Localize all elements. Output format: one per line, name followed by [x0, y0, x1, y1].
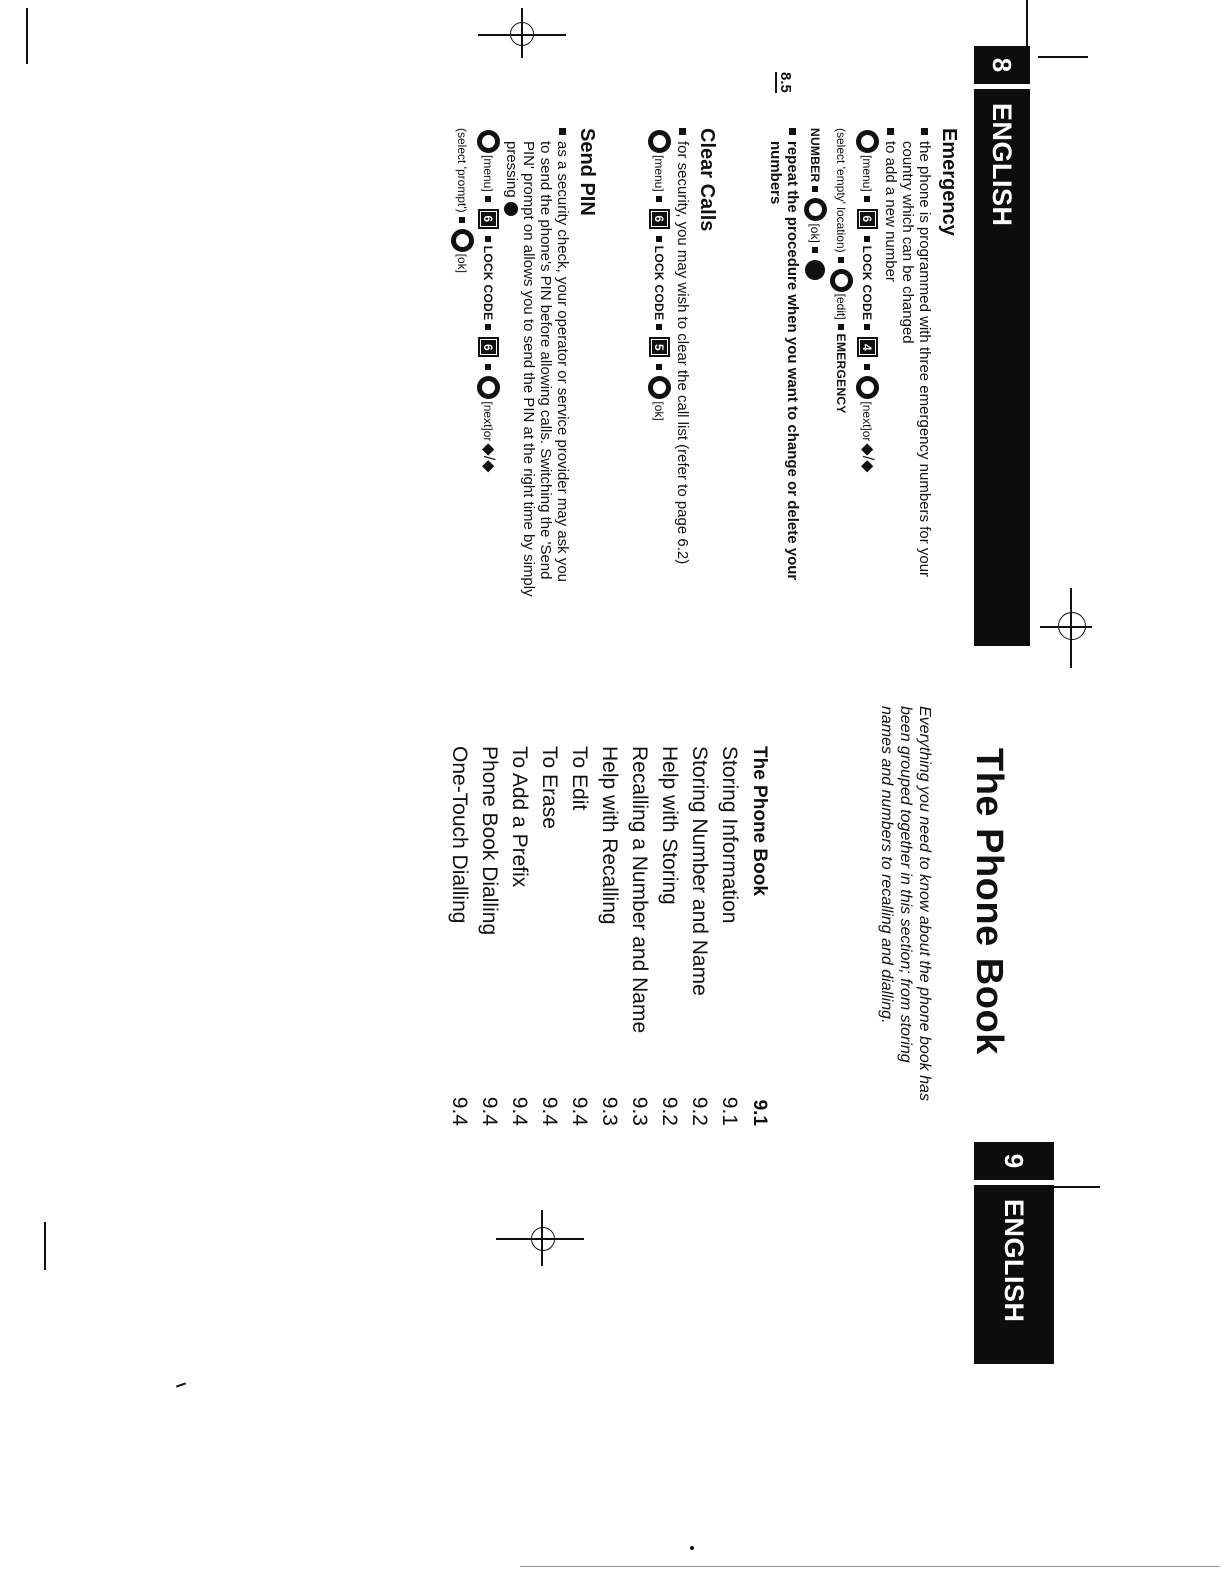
lock-code-label: LOCK CODE	[860, 245, 875, 321]
toc-label: The Phone Book	[749, 746, 770, 896]
toc-page-number: 9.3	[598, 1096, 621, 1126]
section-tab-8	[974, 46, 1030, 646]
toc-label: Recalling a Number and Name	[628, 746, 651, 1034]
registration-mark-circle	[510, 22, 534, 46]
ok-label: [ok]	[652, 401, 667, 421]
toc-row	[474, 746, 504, 1126]
toc-page-number: 9.3	[628, 1096, 651, 1126]
toc-row	[594, 746, 624, 1126]
emergency-bullet-3: repeat the procedure when you want to change or delete your numbers	[767, 128, 801, 598]
number-label: NUMBER	[808, 128, 823, 183]
send-key-icon	[806, 260, 826, 280]
emergency-bullet-1: the phone is programmed with three emergency numbers for your country which can be changed	[899, 128, 933, 598]
step-separator	[865, 196, 871, 202]
select-key-icon	[477, 376, 500, 399]
step-separator	[486, 196, 492, 202]
right-page	[420, 700, 1030, 1230]
step-separator	[486, 364, 492, 370]
select-prompt-note: (select 'prompt')	[455, 128, 470, 213]
toc-row	[714, 746, 744, 1126]
table-of-contents	[444, 746, 774, 1126]
clear-calls-heading: Clear Calls	[696, 128, 718, 232]
emergency-bullet-2: to add a new number	[882, 128, 899, 598]
left-page	[430, 46, 1030, 686]
step-separator	[486, 324, 492, 330]
step-separator	[839, 324, 845, 330]
emergency-key-sequence-3	[804, 128, 827, 598]
page-title: The Phone Book	[968, 748, 1010, 1055]
emergency-key-sequence-1	[856, 128, 879, 598]
send-pin-key-sequence-1	[477, 128, 500, 598]
clear-calls-key-sequence	[648, 128, 671, 598]
toc-page-number: 9.4	[478, 1096, 501, 1126]
crop-mark	[26, 8, 28, 64]
scan-speck	[176, 1382, 186, 1387]
toc-label: Help with Recalling	[598, 746, 621, 925]
page-number: 8.5	[777, 72, 794, 93]
step-separator	[865, 324, 871, 330]
language-label: ENGLISH	[999, 1199, 1030, 1323]
lock-code-label: LOCK CODE	[652, 245, 667, 321]
menu-key-icon	[648, 130, 671, 153]
select-empty-note: (select 'empty' location)	[834, 128, 849, 253]
section-number: 8	[974, 46, 1030, 89]
edit-label: [edit]	[834, 293, 849, 320]
digit-key: 6	[478, 337, 499, 357]
clear-calls-section	[645, 128, 718, 598]
emergency-section	[767, 128, 960, 598]
select-key-icon	[830, 269, 853, 292]
toc-page-number: 9.4	[538, 1096, 561, 1126]
send-pin-bullet-1	[503, 128, 571, 598]
toc-page-number: 9.1	[749, 1099, 770, 1126]
select-key-icon	[804, 198, 827, 221]
toc-row	[444, 746, 474, 1126]
step-separator	[865, 364, 871, 370]
step-separator	[657, 324, 663, 330]
step-separator	[460, 217, 466, 223]
lock-code-label: LOCK CODE	[481, 245, 496, 321]
menu-label: [menu]	[481, 155, 496, 192]
toc-label: Phone Book Dialling	[478, 746, 501, 936]
toc-row	[564, 746, 594, 1126]
bottom-edge-line	[520, 1566, 1220, 1567]
next-label: [next]or	[860, 401, 875, 442]
toc-page-number: 9.2	[688, 1096, 711, 1126]
toc-page-number: 9.4	[448, 1096, 471, 1126]
toc-page-number: 9.4	[568, 1096, 591, 1126]
step-separator	[865, 236, 871, 242]
toc-label: Storing Information	[718, 746, 741, 924]
scroll-arrows-icon: ◆/◆	[480, 443, 498, 473]
digit-key: 5	[649, 337, 670, 357]
emergency-label: EMERGENCY	[834, 333, 849, 414]
scroll-arrows-icon: ◆/◆	[859, 443, 877, 473]
toc-row	[744, 746, 774, 1126]
next-label: [next]or	[481, 401, 496, 442]
step-separator	[486, 236, 492, 242]
emergency-key-sequence-2	[830, 128, 853, 598]
digit-key: 6	[478, 209, 499, 229]
toc-label: To Erase	[538, 746, 561, 829]
select-key-icon	[856, 376, 879, 399]
select-key-icon	[648, 376, 671, 399]
registration-mark-circle	[531, 1227, 555, 1251]
toc-page-number: 9.2	[658, 1096, 681, 1126]
digit-key: 6	[649, 209, 670, 229]
send-key-icon	[504, 202, 518, 216]
toc-label: Storing Number and Name	[688, 746, 711, 996]
digit-key: 4	[857, 337, 878, 357]
step-separator	[813, 247, 819, 253]
section-tab-9-box	[974, 1142, 1054, 1364]
toc-row	[684, 746, 714, 1126]
step-separator	[657, 236, 663, 242]
digit-key: 6	[857, 209, 878, 229]
toc-label: One-Touch Dialling	[448, 746, 471, 924]
crop-mark	[1038, 56, 1088, 58]
toc-row	[624, 746, 654, 1126]
toc-label: To Add a Prefix	[508, 746, 531, 888]
send-pin-key-sequence-2	[451, 128, 474, 598]
step-separator	[657, 196, 663, 202]
ok-label: [ok]	[455, 253, 470, 273]
scan-speck	[690, 1546, 694, 1550]
crop-mark	[1048, 1186, 1100, 1188]
toc-page-number: 9.1	[718, 1096, 741, 1126]
toc-page-number: 9.4	[508, 1096, 531, 1126]
send-pin-heading: Send PIN	[576, 128, 598, 216]
toc-row	[504, 746, 534, 1126]
crop-mark	[44, 1222, 46, 1270]
select-key-icon	[451, 229, 474, 252]
emergency-heading: Emergency	[938, 128, 960, 236]
step-separator	[813, 186, 819, 192]
ok-label: [ok]	[808, 223, 823, 243]
send-pin-text: as a security check, your operator or service provider may ask you to send the phone's PIN before allowing calls. Switching the 'Send PIN' prompt on allows you to send the PIN at the right time by simply pressing	[503, 141, 571, 597]
toc-row	[654, 746, 684, 1126]
clear-calls-bullet-1: for security, you may wish to clear the call list (refer to page 6.2)	[674, 128, 691, 598]
toc-label: To Edit	[568, 746, 591, 811]
menu-key-icon	[856, 130, 879, 153]
menu-label: [menu]	[652, 155, 667, 192]
step-separator	[839, 257, 845, 263]
language-label: ENGLISH	[987, 103, 1018, 227]
toc-label: Help with Storing	[658, 746, 681, 905]
registration-mark-circle	[1058, 612, 1086, 640]
section-number: 9	[974, 1142, 1054, 1185]
toc-row	[534, 746, 564, 1126]
menu-label: [menu]	[860, 155, 875, 192]
menu-key-icon	[477, 130, 500, 153]
send-pin-section	[448, 128, 598, 598]
intro-text: Everything you need to know about the phone book has been grouped together in this section; from storing names and numbers to recalling and dialling.	[878, 706, 933, 1101]
step-separator	[657, 364, 663, 370]
